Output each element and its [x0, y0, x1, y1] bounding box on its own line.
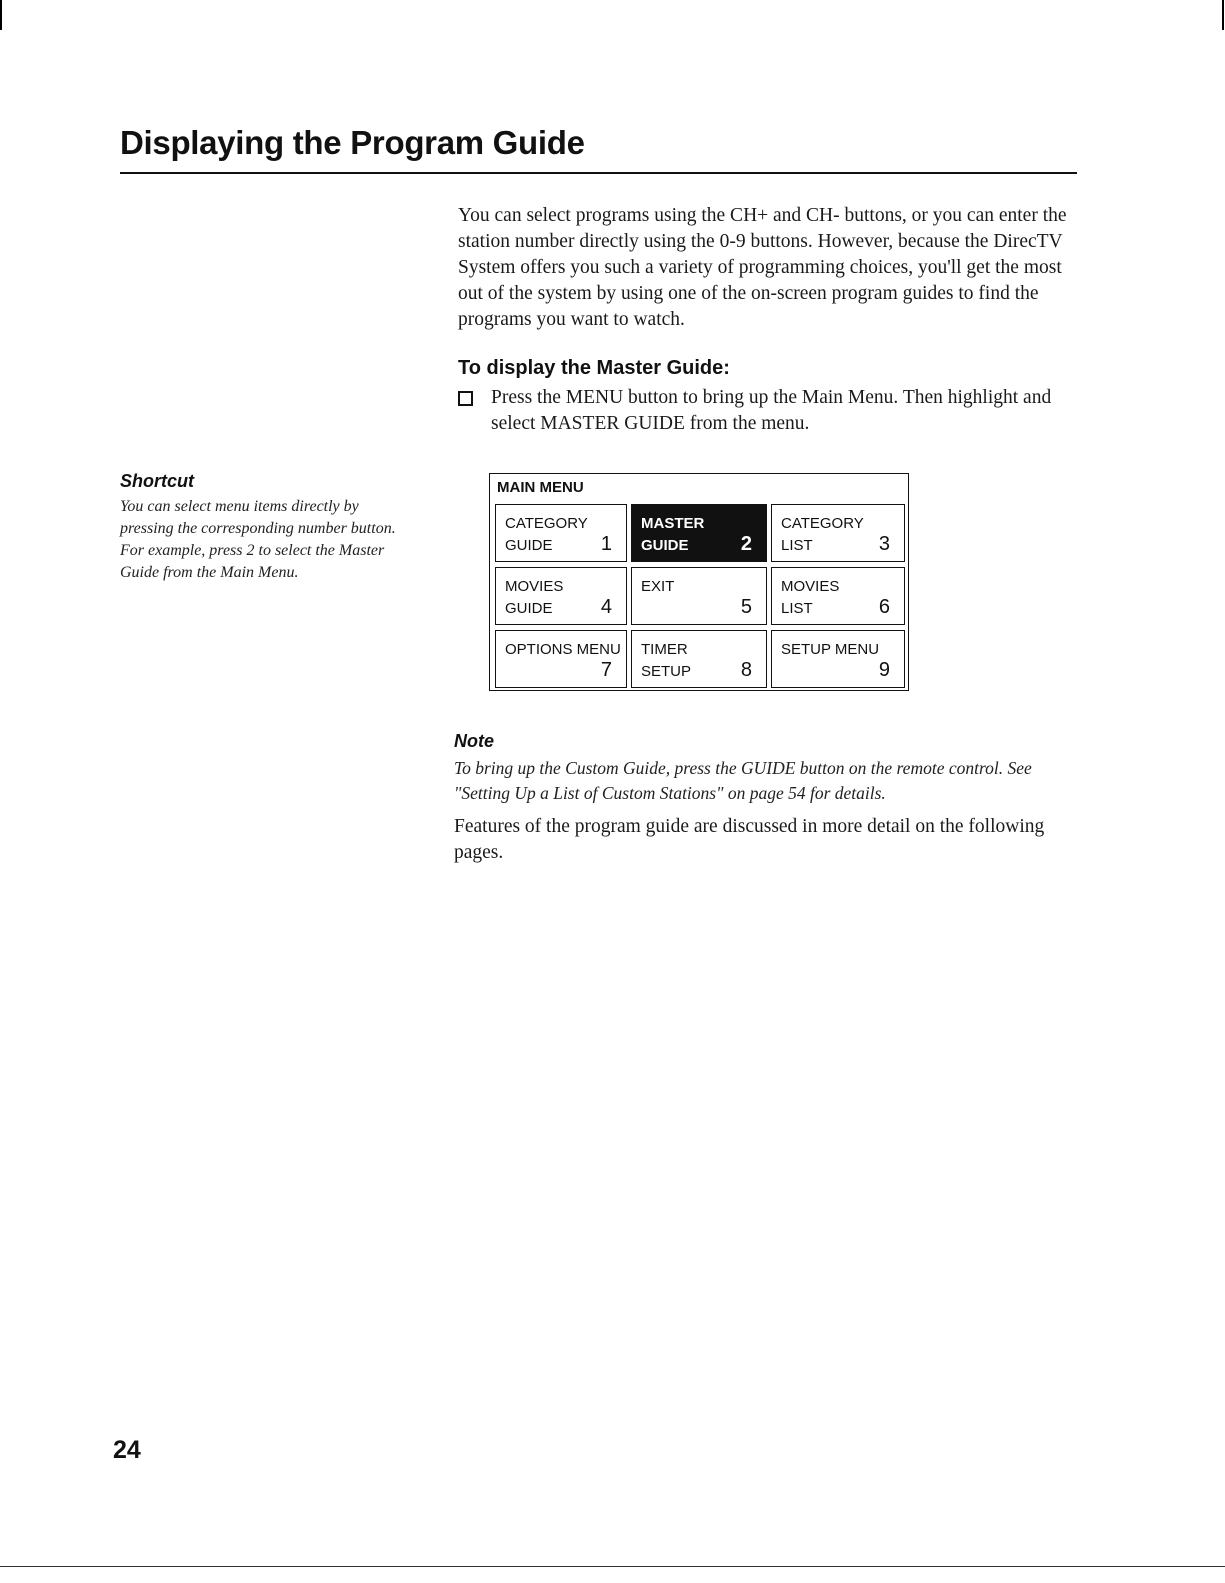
checkbox-bullet-icon	[458, 391, 473, 406]
menu-item-exit	[631, 567, 767, 625]
procedure-heading: To display the Master Guide:	[458, 357, 730, 379]
menu-item-number: 8	[740, 659, 752, 681]
main-menu-title: MAIN MENU	[497, 479, 584, 496]
page-number: 24	[113, 1436, 141, 1464]
menu-item-label: EXIT	[641, 578, 675, 595]
page-edge-mark-right	[1222, 0, 1224, 30]
shortcut-heading: Shortcut	[120, 471, 194, 491]
menu-item-label: MOVIES GUIDE	[505, 578, 564, 617]
menu-item-category-list	[771, 504, 905, 562]
main-menu-illustration	[489, 473, 909, 691]
bottom-rule	[0, 1566, 1225, 1567]
intro-paragraph: You can select programs using the CH+ and CH- buttons, or you can enter the station number directly using the 0-9 buttons. However, because the DirecTV System offers you such a variety of programming choices, you'll get the most out of the system by using one of the on-screen program guides to find the programs you want to watch.	[458, 205, 1067, 330]
menu-item-number: 5	[740, 596, 752, 618]
note-text: To bring up the Custom Guide, press the GUIDE button on the remote control. See "Setting Up a List of Custom Stations" on page 54 for details.	[454, 758, 1032, 803]
menu-item-label: SETUP MENU	[781, 641, 880, 658]
menu-item-master-guide	[631, 504, 767, 562]
title-rule	[120, 172, 1077, 174]
page-edge-mark-left	[0, 0, 2, 30]
procedure-step	[458, 385, 1058, 437]
menu-item-number: 4	[600, 596, 612, 618]
menu-item-options-menu	[495, 630, 627, 688]
menu-item-setup-menu	[771, 630, 905, 688]
menu-item-label: MASTER GUIDE	[641, 515, 705, 554]
note-block	[454, 731, 1074, 806]
menu-item-number: 6	[878, 596, 890, 618]
procedure-step-text: Press the MENU button to bring up the Main Menu. Then highlight and select MASTER GUIDE from the menu.	[491, 387, 1052, 434]
shortcut-text: You can select menu items directly by pressing the corresponding number button. For example, press 2 to select the Master Guide from the Main Menu.	[120, 498, 396, 581]
menu-item-number: 3	[878, 533, 890, 555]
menu-item-label: OPTIONS MENU	[505, 641, 621, 658]
menu-item-number: 7	[600, 659, 612, 681]
menu-item-label: MOVIES LIST	[781, 578, 840, 617]
features-paragraph: Features of the program guide are discussed in more detail on the following pages.	[454, 816, 1045, 863]
note-heading: Note	[454, 731, 494, 751]
menu-item-number: 9	[878, 659, 890, 681]
menu-item-number: 2	[740, 533, 752, 555]
menu-item-number: 1	[600, 533, 612, 555]
menu-item-movies-guide	[495, 567, 627, 625]
menu-item-movies-list	[771, 567, 905, 625]
page-title: Displaying the Program Guide	[120, 124, 585, 161]
menu-item-label: TIMER SETUP	[641, 641, 692, 680]
main-menu-grid	[495, 504, 905, 688]
shortcut-sidebar	[120, 471, 410, 584]
menu-item-label: CATEGORY LIST	[781, 515, 864, 554]
menu-item-category-guide	[495, 504, 627, 562]
menu-item-label: CATEGORY GUIDE	[505, 515, 588, 554]
menu-item-timer-setup	[631, 630, 767, 688]
